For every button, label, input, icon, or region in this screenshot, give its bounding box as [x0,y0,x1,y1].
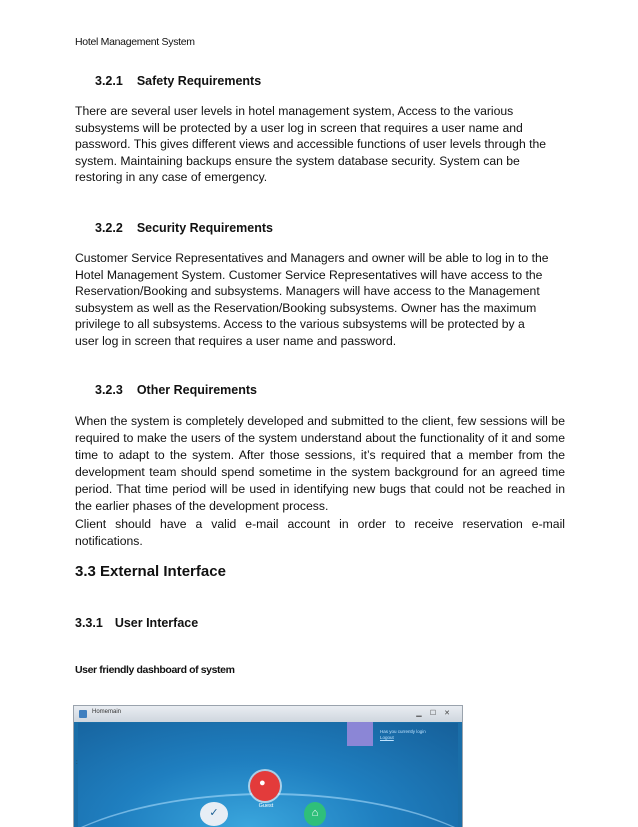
text-line: restoring in any case of emergency. [75,170,268,185]
login-status-text: Has you currently login [380,729,426,734]
window-title-bar [74,706,462,722]
text-line: Hotel Management System. Customer Service Representatives will have access to the [75,267,543,282]
paragraph-1: When the system is completely developed and submitted to the client, few sessions will be required to make the users of the system understand about the functionality of it and some time to adapt to the system. After those sessions, it’s required that a member from the development team should spend sometime in the system background for an agreed time period. That time period will be used in identifying new bugs that could not be reached in the earlier phases of the development process. [75,414,565,514]
text-line: Reservation/Booking and subsystems. Managers will have access to the Management [75,284,540,299]
close-icon: ✕ [444,710,450,717]
heading-other-requirements [95,383,257,397]
logout-link: Logout [380,735,394,740]
heading-number: 3.2.3 [95,383,123,397]
app-icon [79,710,87,718]
heading-security-requirements [95,221,273,235]
heading-title: Security Requirements [136,221,273,235]
text-line: user log in screen that requires a user name and password. [75,333,397,348]
text-line: subsystem as well as the Reservation/Booking subsystems. Owner has the maximum [75,300,537,315]
maximize-icon: ☐ [429,710,437,717]
heading-title: Safety Requirements [136,74,262,88]
window-title: Homemain [92,709,122,715]
user-avatar-box [347,722,373,746]
text-line: privilege to all subsystems. Access to the various subsystems will be protected by a [75,317,525,332]
figure-caption: User friendly dashboard of system [75,664,235,676]
minimize-icon: ▁ [416,710,422,717]
heading-number: 3.3.1 [75,616,103,630]
user-icon: ● [259,777,266,789]
login-status [380,729,426,741]
heading-external-interface: 3.3 External Interface [75,563,226,580]
text-line: password. This gives different views and accessible functions of user levels through the [75,137,547,152]
heading-number: 3.2.2 [95,221,123,235]
running-header: Hotel Management System [75,36,195,48]
guest-label: Guest [258,803,274,809]
text-line: system. Maintaining backups ensure the system database security. System can be [75,153,520,168]
paragraph-2: Client should have a valid e-mail account in order to receive reservation e-mail notifications. [75,516,565,548]
home-icon: ⌂ [304,802,326,826]
margin-mark: : [76,760,78,766]
safety-paragraph [75,103,565,186]
heading-number: 3.2.1 [95,74,123,88]
text-line: Customer Service Representatives and Managers and owner will be able to log in to the [75,251,549,265]
heading-title: User Interface [114,616,199,630]
other-requirements-paragraph [75,413,565,550]
heading-user-interface [75,616,198,630]
text-line: There are several user levels in hotel management system, Access to the various [75,104,514,118]
clipboard-icon: ✓ [200,802,228,826]
heading-title: Other Requirements [136,383,257,397]
text-line: subsystems will be protected by a user log in screen that requires a user name and [75,120,523,135]
security-paragraph [75,250,565,350]
heading-safety-requirements [95,74,261,88]
guest-button [250,771,280,801]
